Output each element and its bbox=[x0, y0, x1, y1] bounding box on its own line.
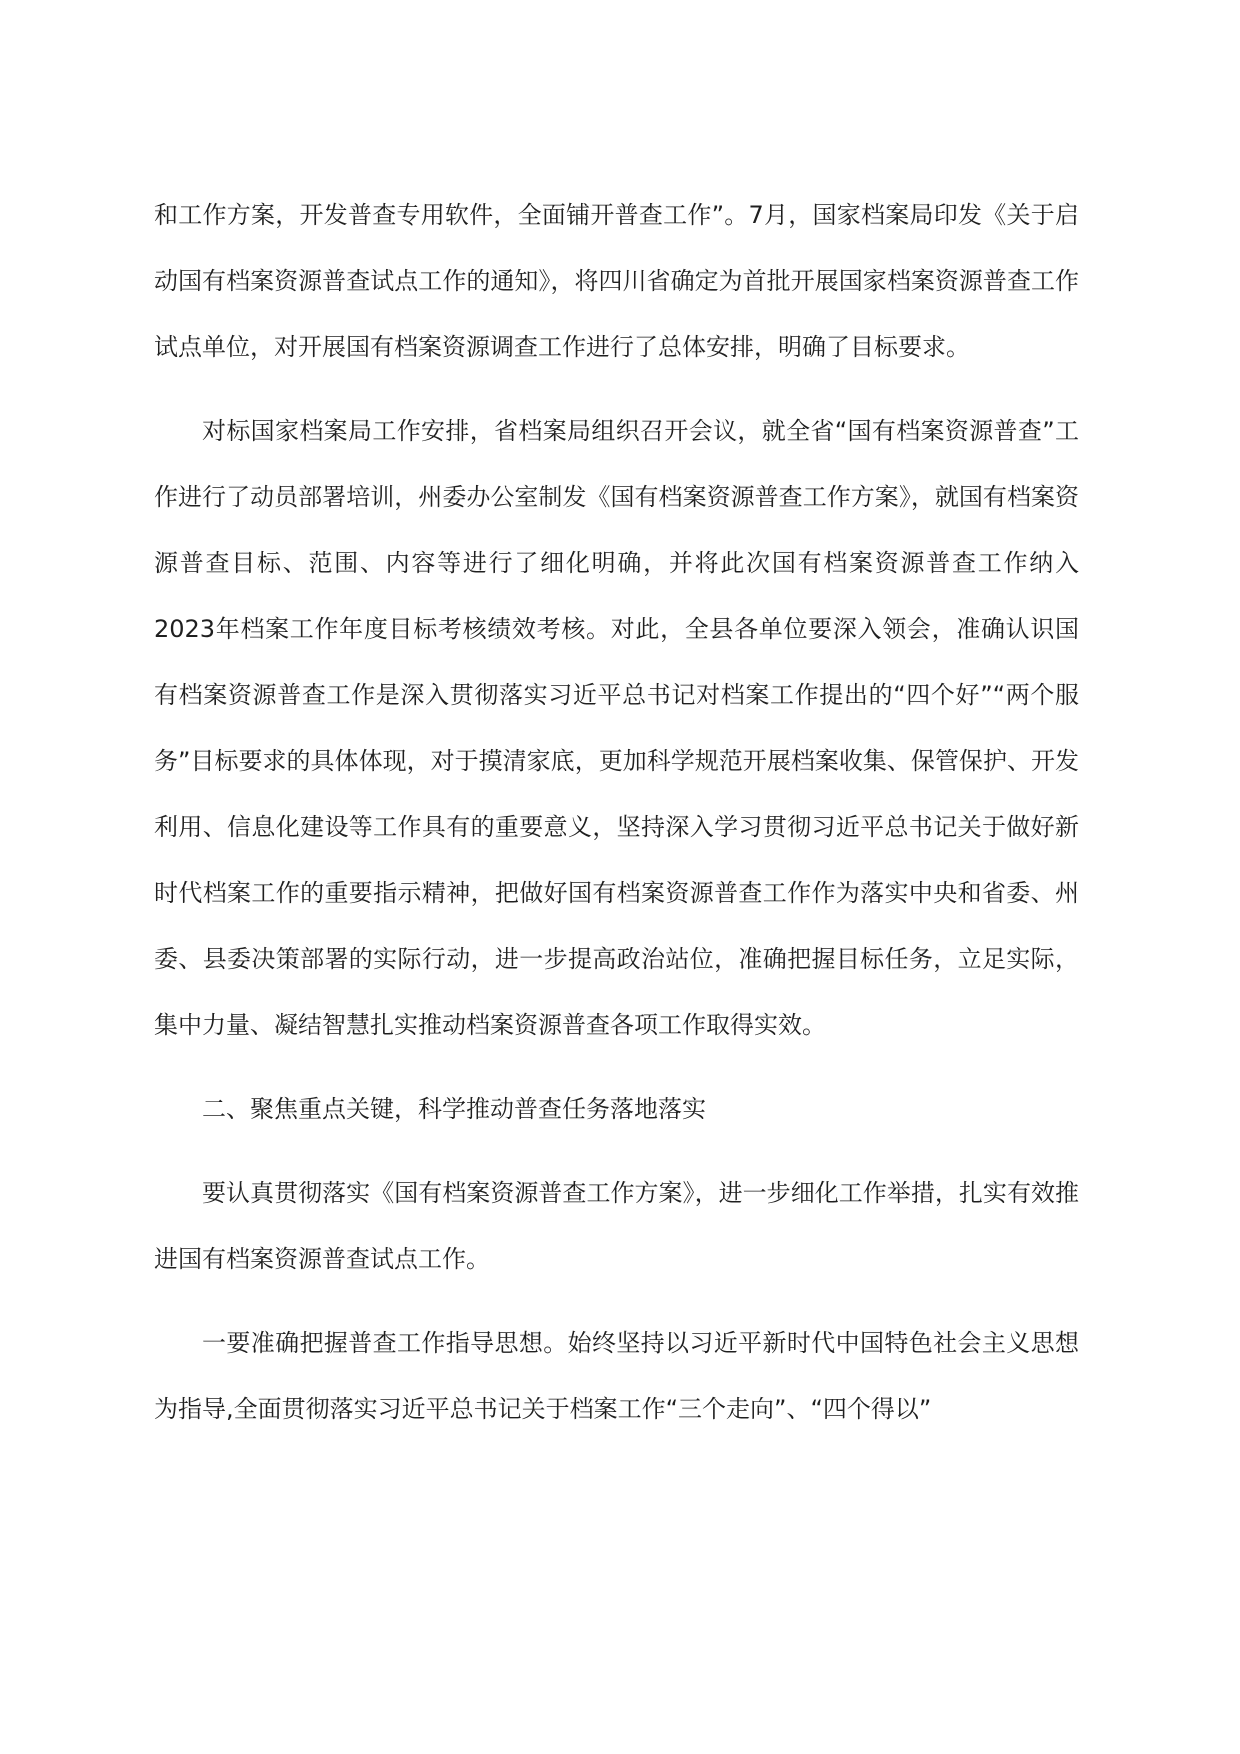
document-body bbox=[154, 182, 1079, 1460]
section-heading: 二、聚焦重点关键，科学推动普查任务落地落实 bbox=[202, 1095, 706, 1123]
paragraph-4: 一要准确把握普查工作指导思想。始终坚持以习近平新时代中国特色社会主义思想为指导,全面贯彻落实习近平总书记关于档案工作“三个走向”、“四个得以” bbox=[154, 1329, 1079, 1423]
paragraph-2: 对标国家档案局工作安排，省档案局组织召开会议，就全省“国有档案资源普查”工作进行了动员部署培训，州委办公室制发《国有档案资源普查工作方案》，就国有档案资源普查目标、范围、内容等进行了细化明确，并将此次国有档案资源普查工作纳入2023年档案工作年度目标考核绩效考核。对此，全县各单位要深入领会，准确认识国有档案资源普查工作是深入贯彻落实习近平总书记对档案工作提出的“四个好”“两个服务”目标要求的具体体现，对于摸清家底，更加科学规范开展档案收集、保管保护、开发利用、信息化建设等工作具有的重要意义，坚持深入学习贯彻习近平总书记关于做好新时代档案工作的重要指示精神，把做好国有档案资源普查工作作为落实中央和省委、州委、县委决策部署的实际行动，进一步提高政治站位，准确把握目标任务，立足实际，集中力量、凝结智慧扎实推动档案资源普查各项工作取得实效。 bbox=[154, 417, 1079, 1039]
paragraph-1: 和工作方案，开发普查专用软件，全面铺开普查工作”。7月，国家档案局印发《关于启动国有档案资源普查试点工作的通知》，将四川省确定为首批开展国家档案资源普查工作试点单位，对开展国有档案资源调查工作进行了总体安排，明确了目标要求。 bbox=[154, 201, 1079, 361]
paragraph-3: 要认真贯彻落实《国有档案资源普查工作方案》，进一步细化工作举措，扎实有效推进国有档案资源普查试点工作。 bbox=[154, 1179, 1079, 1273]
